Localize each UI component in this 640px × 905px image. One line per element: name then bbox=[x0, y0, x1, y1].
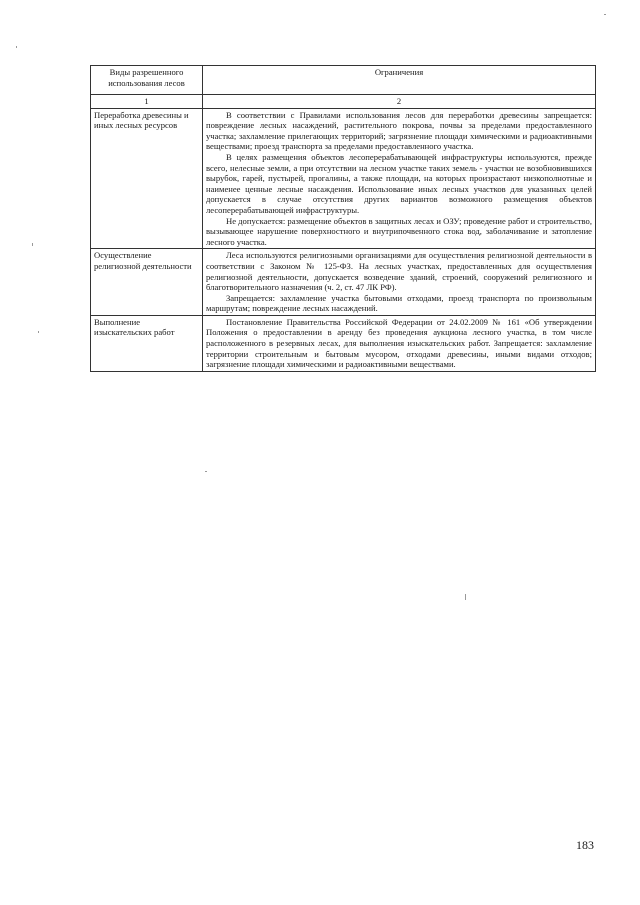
use-type-cell bbox=[91, 249, 203, 316]
table-column-numbers-row bbox=[91, 95, 596, 109]
table-header-row bbox=[91, 66, 596, 95]
restriction-paragraph: В целях размещения объектов лесоперерабатывающей инфраструктуры используются, прежде всего, нелесные земли, а при отсутствии на лесном участке таких земель - участки не возобновившихся вырубок, гарей, пустырей, прогалины, а также площади, на которых произрастают низкополнотные и наименее ценные лесные насаждения. Использование иных лесных участков для указанных целей допускается в случае отсутствия других вариантов возможного размещения объектов лесоперерабатывающей инфраструктуры. bbox=[206, 151, 592, 215]
header-forest-use-types: Виды разрешенного использования лесов bbox=[91, 66, 203, 95]
scan-speck bbox=[16, 46, 17, 48]
scan-speck bbox=[38, 331, 39, 333]
restriction-paragraph: В соответствии с Правилами использования лесов для переработки древесины запрещается: повреждение лесных насаждений, растительного покрова, почвы за пределами предоставленного участка; захламление прилегающих территорий; загрязнение площади химическими и радиоактивными веществами; проезд транспорта за пределами предоставленного участка. bbox=[206, 109, 592, 152]
header-restrictions: Ограничения bbox=[203, 66, 596, 95]
restriction-paragraph: Запрещается: захламление участка бытовыми отходами, проезд транспорта по произвольным маршрутам; повреждение лесных насаждений. bbox=[206, 292, 592, 314]
use-type-label: Выполнение изыскательских работ bbox=[94, 316, 175, 338]
restriction-paragraph: Постановление Правительства Российской Федерации от 24.02.2009 № 161 «Об утверждении Положения о предоставлении в аренду без проведения аукциона лесного участка, в том числе расположенного в резервных лесах, для выполнения изыскательских работ. Запрещается: захламление территории строительным и бытовым мусором, отходами древесины, иными видами отходов; загрязнение площади химическими и радиоактивными веществами. bbox=[206, 316, 592, 370]
use-type-label: Переработка древесины и иных лесных ресурсов bbox=[94, 109, 189, 131]
scan-speck bbox=[465, 594, 466, 600]
use-type-cell bbox=[91, 108, 203, 249]
table-row bbox=[91, 108, 596, 249]
use-type-label: Осуществление религиозной деятельности bbox=[94, 250, 192, 271]
scan-speck bbox=[205, 471, 207, 472]
restrictions-cell bbox=[203, 315, 596, 371]
scan-speck bbox=[32, 243, 33, 246]
column-number-2: 2 bbox=[203, 95, 596, 109]
restrictions-cell bbox=[203, 108, 596, 249]
restrictions-table bbox=[90, 65, 596, 372]
restriction-paragraph: Леса используются религиозными организациями для осуществления религиозной деятельности в соответствии с Законом № 125-ФЗ. На лесных участках, предоставленных для осуществления религиозной деятельности, допускается возведение зданий, строений, сооружений религиозного и благотворительного назначения (ч. 2, ст. 47 ЛК РФ). bbox=[206, 250, 592, 293]
scan-speck bbox=[604, 14, 606, 15]
table-row bbox=[91, 249, 596, 316]
use-type-cell bbox=[91, 315, 203, 371]
page-number: 183 bbox=[576, 838, 594, 852]
restriction-paragraph: Не допускается: размещение объектов в защитных лесах и ОЗУ; проведение работ и строительство, вызывающее нарушение поверхностного и внутрипочвенного стока вод, заболачивание и затопление лесного участка. bbox=[206, 215, 592, 247]
table-row bbox=[91, 315, 596, 371]
column-number-1: 1 bbox=[91, 95, 203, 109]
restrictions-cell bbox=[203, 249, 596, 316]
